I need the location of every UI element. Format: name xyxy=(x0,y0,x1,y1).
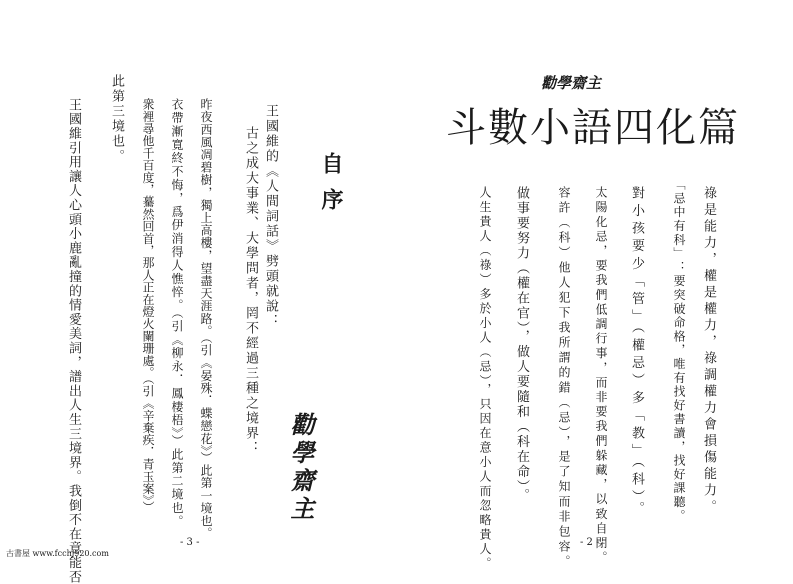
preface-column-5: 衆裡尋他千百度，驀然回首，那人正在燈火闌珊處。（引《辛棄疾．青玉案》） xyxy=(141,98,155,513)
right-column-4: 太陽化忌，要我們低調行事，而非要我們躲藏，以致自閉。 xyxy=(594,186,608,566)
footer-url: 古書屋 www.fcchj920.com xyxy=(6,549,109,558)
preface-heading: 自序 xyxy=(318,152,344,224)
page-number-left: - 3 - xyxy=(180,537,200,548)
right-column-6: 做事要努力（權在官），做人要隨和（科在命）。 xyxy=(514,186,529,503)
preface-column-3: 昨夜西風凋碧樹，獨上高樓，望盡天涯路。（引《晏殊．蝶戀花》）此第一境也。 xyxy=(199,98,213,540)
right-column-2: 「忌中有科」：要突破命格，唯有找好書讀，找好課聽。 xyxy=(672,178,686,523)
right-page xyxy=(396,0,793,572)
book-author: 勸學齋主 xyxy=(541,74,602,92)
right-column-7: 人生貴人（祿）多於小人（忌），只因在意小人而忽略貴人。 xyxy=(478,186,492,572)
preface-column-1: 王國維的《人間詞話》劈頭就說： xyxy=(263,104,278,329)
right-column-3: 對小孩要少「管」（權忌）多「教」（科）。 xyxy=(629,186,644,519)
left-page xyxy=(0,0,396,584)
book-title: 斗數小語四化篇 xyxy=(446,105,740,151)
author-signature: 勸學齋主 xyxy=(286,412,315,524)
preface-column-7: 王國維引用讓人心頭小鹿亂撞的情愛美詞，譜出人生三境界。我倒不在意能否 xyxy=(66,98,81,584)
preface-column-2: 古之成大事業、大學問者，罔不經過三種之境界： xyxy=(243,126,258,456)
page-number-right: - 2 - xyxy=(580,537,600,548)
preface-column-6: 此第三境也。 xyxy=(109,74,124,164)
right-column-1: 祿是能力，權是權力，祿調權力會損傷能力。 xyxy=(701,186,716,516)
preface-column-4: 衣帶漸寬終不悔，爲伊消得人憔悴。（引《柳永．鳳棲梧》）此第二境也。 xyxy=(170,98,184,529)
right-column-5: 容許（科）他人犯下我所謂的錯（忌），是了知而非包容。 xyxy=(557,186,571,570)
